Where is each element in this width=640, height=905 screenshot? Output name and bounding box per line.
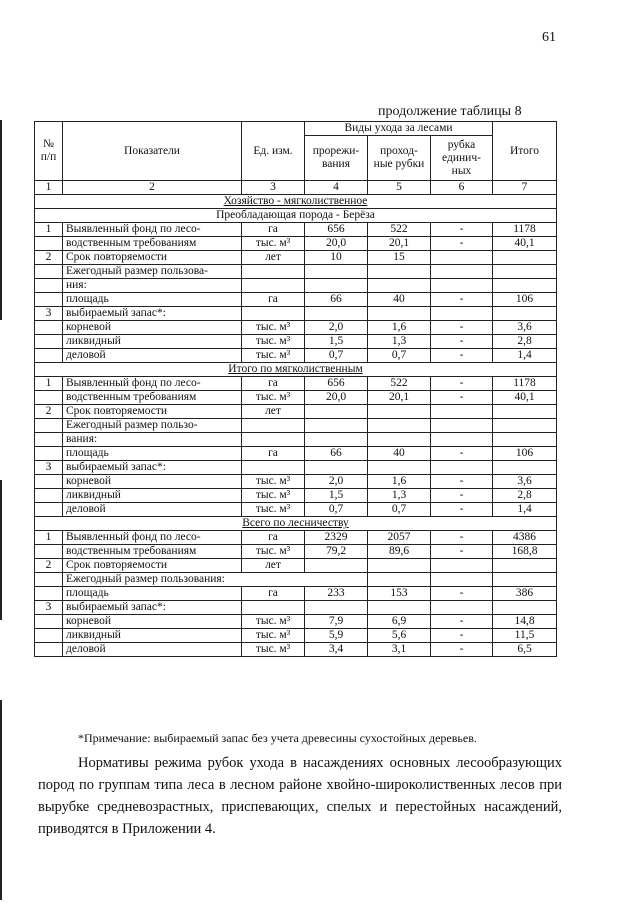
header-indicators: Показатели [63,122,242,181]
row-value-c5 [368,601,431,615]
row-value-c4: 233 [305,587,368,601]
table-row [35,307,557,321]
row-value-c6: - [431,475,493,489]
row-unit [242,461,305,475]
row-label: Ежегодный размер пользования: [63,573,368,587]
row-unit: га [242,531,305,545]
row-value-c7: 3,6 [493,321,557,335]
row-value-c6: - [431,531,493,545]
row-value-c5: 5,6 [368,629,431,643]
row-number: 3 [35,307,63,321]
row-value-c5: 153 [368,587,431,601]
row-value-c7: 1178 [493,377,557,391]
row-value-c6 [431,251,493,265]
row-value-c7 [493,419,557,433]
section-subtitle: Преобладающая порода - Берёза [35,209,557,223]
row-unit: тыс. м³ [242,321,305,335]
row-value-c6 [431,307,493,321]
row-value-c4: 0,7 [305,349,368,363]
row-number [35,475,63,489]
table-continuation-label: продолжение таблицы 8 [378,104,522,119]
header-care-types: Виды ухода за лесами [305,122,493,136]
row-label: деловой [63,503,242,517]
row-number [35,265,63,279]
table-row [35,447,557,461]
row-value-c5 [368,433,431,447]
row-value-c4 [305,419,368,433]
row-unit: га [242,223,305,237]
row-value-c5: 1,6 [368,475,431,489]
row-unit: тыс. м³ [242,503,305,517]
row-label: Ежегодный размер пользо- [63,419,242,433]
row-value-c5 [368,405,431,419]
row-number [35,279,63,293]
row-value-c6: - [431,349,493,363]
row-unit: тыс. м³ [242,475,305,489]
row-number: 3 [35,601,63,615]
row-value-c4: 2,0 [305,321,368,335]
row-value-c6 [431,419,493,433]
row-label: деловой [63,643,242,657]
row-value-c6 [431,433,493,447]
row-unit: лет [242,405,305,419]
table-footnote: *Примечание: выбираемый запас без учета древесины сухостойных деревьев. [78,731,477,745]
row-label: Выявленный фонд по лесо- [63,531,242,545]
table-row [35,643,557,657]
row-value-c5 [368,461,431,475]
row-number [35,545,63,559]
row-value-c4 [305,601,368,615]
table-row [35,391,557,405]
row-value-c7: 1,4 [493,503,557,517]
row-value-c6: - [431,629,493,643]
row-value-c5: 3,1 [368,643,431,657]
header-total: Итого [493,122,557,181]
row-unit: га [242,447,305,461]
row-value-c4: 656 [305,377,368,391]
table-row [35,433,557,447]
row-value-c7 [493,601,557,615]
row-number [35,489,63,503]
row-value-c4: 20,0 [305,391,368,405]
row-value-c6: - [431,391,493,405]
row-label: ликвидный [63,489,242,503]
row-number: 2 [35,559,63,573]
table-row [35,419,557,433]
section-subtitle-row [35,209,557,223]
row-value-c6: - [431,643,493,657]
row-unit [242,419,305,433]
row-unit: тыс. м³ [242,643,305,657]
row-value-c6: - [431,615,493,629]
row-label: корневой [63,321,242,335]
row-value-c7: 40,1 [493,391,557,405]
row-value-c7: 2,8 [493,489,557,503]
row-value-c5 [368,279,431,293]
body-paragraph: Нормативы режима рубок ухода в насаждениях основных лесообразующих пород по группам типа леса в лесном районе хвойно-широколиственных лесов при вырубке средневозрастных, приспевающих, спелых и перестойных насаждений, приводятся в Приложении 4. [38,755,562,837]
row-value-c6: - [431,293,493,307]
table-row [35,377,557,391]
row-label: Выявленный фонд по лесо- [63,223,242,237]
row-label: Срок повторяемости [63,251,242,265]
table-row [35,503,557,517]
row-value-c5 [368,573,431,587]
table-row [35,265,557,279]
row-value-c6: - [431,321,493,335]
table-row [35,489,557,503]
section-title-row [35,195,557,209]
row-value-c4 [305,265,368,279]
row-value-c4: 1,5 [305,489,368,503]
row-label: выбираемый запас*: [63,307,242,321]
row-value-c4: 79,2 [305,545,368,559]
row-label: площадь [63,447,242,461]
row-label: Выявленный фонд по лесо- [63,377,242,391]
row-value-c5 [368,265,431,279]
row-value-c7: 14,8 [493,615,557,629]
row-value-c4 [305,559,368,573]
row-label: деловой [63,349,242,363]
section-title-row [35,517,557,531]
row-unit: тыс. м³ [242,335,305,349]
row-value-c5: 1,3 [368,335,431,349]
table-row [35,461,557,475]
row-label: ликвидный [63,629,242,643]
row-unit: га [242,587,305,601]
table-row [35,615,557,629]
row-number: 3 [35,461,63,475]
row-number [35,433,63,447]
row-unit: га [242,293,305,307]
row-unit: тыс. м³ [242,489,305,503]
row-label: вания: [63,433,242,447]
row-value-c6: - [431,335,493,349]
table-row [35,237,557,251]
row-unit: тыс. м³ [242,237,305,251]
row-value-c7: 11,5 [493,629,557,643]
table-row [35,335,557,349]
row-unit [242,279,305,293]
row-value-c7: 106 [493,447,557,461]
forest-care-table [34,121,557,657]
table-row [35,587,557,601]
row-label: ния: [63,279,242,293]
row-value-c5: 20,1 [368,391,431,405]
row-value-c7 [493,265,557,279]
row-value-c5 [368,307,431,321]
row-label: площадь [63,293,242,307]
row-value-c6 [431,279,493,293]
row-label: площадь [63,587,242,601]
row-value-c6: - [431,223,493,237]
column-number: 1 [35,181,63,195]
row-value-c4 [305,279,368,293]
row-value-c6: - [431,377,493,391]
row-value-c7 [493,405,557,419]
row-unit [242,601,305,615]
row-number [35,573,63,587]
row-value-c5: 40 [368,447,431,461]
row-number [35,643,63,657]
row-number: 1 [35,223,63,237]
row-value-c7: 40,1 [493,237,557,251]
section-title-row [35,363,557,377]
row-value-c5: 522 [368,223,431,237]
row-value-c4: 66 [305,293,368,307]
row-value-c7: 4386 [493,531,557,545]
row-value-c4 [305,461,368,475]
row-unit: тыс. м³ [242,349,305,363]
row-value-c7: 1178 [493,223,557,237]
row-value-c5: 20,1 [368,237,431,251]
row-label: водственным требованиям [63,237,242,251]
row-value-c4: 10 [305,251,368,265]
row-number [35,629,63,643]
row-number [35,503,63,517]
row-value-c5: 40 [368,293,431,307]
row-number [35,293,63,307]
table-row [35,475,557,489]
row-unit [242,265,305,279]
table-row [35,349,557,363]
row-value-c6: - [431,447,493,461]
table-row [35,251,557,265]
row-value-c7: 1,4 [493,349,557,363]
row-number [35,419,63,433]
row-number: 1 [35,531,63,545]
row-value-c4 [305,405,368,419]
row-unit: га [242,377,305,391]
header-passage-cutting: проход-ные рубки [368,136,431,181]
row-value-c4: 20,0 [305,237,368,251]
row-value-c6: - [431,545,493,559]
row-value-c4: 3,4 [305,643,368,657]
row-value-c7: 386 [493,587,557,601]
table-row [35,629,557,643]
section-title: Всего по лесничеству [35,517,557,531]
row-number [35,615,63,629]
row-number: 2 [35,251,63,265]
row-value-c7 [493,279,557,293]
row-value-c4 [305,307,368,321]
row-value-c7 [493,573,557,587]
column-number: 3 [242,181,305,195]
row-value-c6 [431,559,493,573]
row-value-c6: - [431,237,493,251]
row-value-c7 [493,461,557,475]
row-number [35,391,63,405]
row-value-c5: 6,9 [368,615,431,629]
row-unit [242,307,305,321]
row-value-c7 [493,559,557,573]
row-value-c4: 2,0 [305,475,368,489]
row-value-c6: - [431,587,493,601]
row-number [35,237,63,251]
row-value-c4: 2329 [305,531,368,545]
row-value-c7: 6,5 [493,643,557,657]
row-value-c5: 89,6 [368,545,431,559]
row-value-c4: 656 [305,223,368,237]
column-numbers-row [35,181,557,195]
row-value-c5 [368,419,431,433]
row-label: Срок повторяемости [63,559,242,573]
row-value-c4: 7,9 [305,615,368,629]
row-label: Срок повторяемости [63,405,242,419]
row-number [35,349,63,363]
header-thinning: прорежи-вания [305,136,368,181]
row-value-c7 [493,307,557,321]
table-row [35,405,557,419]
row-number [35,587,63,601]
row-label: Ежегодный размер пользова- [63,265,242,279]
row-value-c7: 3,6 [493,475,557,489]
row-value-c7: 2,8 [493,335,557,349]
row-value-c4: 1,5 [305,335,368,349]
row-value-c6: - [431,489,493,503]
row-value-c5 [368,559,431,573]
row-value-c7 [493,251,557,265]
row-value-c4: 66 [305,447,368,461]
row-label: корневой [63,615,242,629]
row-label: ликвидный [63,335,242,349]
table-row [35,223,557,237]
row-value-c4: 5,9 [305,629,368,643]
row-unit [242,433,305,447]
page-number: 61 [542,30,556,45]
row-unit: тыс. м³ [242,391,305,405]
header-single-cutting: рубка единич-ных [431,136,493,181]
page-edge-marks [0,0,4,905]
header-num: № п/п [35,122,63,181]
section-title: Итого по мягколиственным [35,363,557,377]
row-value-c7 [493,433,557,447]
table-row [35,559,557,573]
row-label: выбираемый запас*: [63,601,242,615]
table-row [35,279,557,293]
row-value-c4: 0,7 [305,503,368,517]
table-row [35,293,557,307]
row-value-c6 [431,573,493,587]
section-title: Хозяйство - мягколиственное [35,195,557,209]
row-value-c6 [431,601,493,615]
table-row [35,573,557,587]
column-number: 6 [431,181,493,195]
row-label: водственным требованиям [63,545,242,559]
row-number: 1 [35,377,63,391]
row-value-c5: 1,3 [368,489,431,503]
row-value-c5: 0,7 [368,349,431,363]
row-label: корневой [63,475,242,489]
row-unit: лет [242,559,305,573]
header-unit: Ед. изм. [242,122,305,181]
row-unit: тыс. м³ [242,615,305,629]
row-unit: лет [242,251,305,265]
column-number: 7 [493,181,557,195]
row-value-c6: - [431,503,493,517]
row-number: 2 [35,405,63,419]
column-number: 4 [305,181,368,195]
row-number [35,321,63,335]
row-label: выбираемый запас*: [63,461,242,475]
row-value-c5: 522 [368,377,431,391]
row-unit: тыс. м³ [242,545,305,559]
row-label: водственным требованиям [63,391,242,405]
row-number [35,335,63,349]
row-value-c7: 106 [493,293,557,307]
row-value-c6 [431,461,493,475]
row-value-c5: 15 [368,251,431,265]
row-value-c4 [305,433,368,447]
column-number: 5 [368,181,431,195]
row-value-c5: 2057 [368,531,431,545]
row-value-c7: 168,8 [493,545,557,559]
row-unit: тыс. м³ [242,629,305,643]
column-number: 2 [63,181,242,195]
table-row [35,601,557,615]
row-value-c5: 1,6 [368,321,431,335]
table-row [35,531,557,545]
table-row [35,545,557,559]
row-value-c5: 0,7 [368,503,431,517]
row-number [35,447,63,461]
row-value-c6 [431,405,493,419]
table-row [35,321,557,335]
row-value-c6 [431,265,493,279]
